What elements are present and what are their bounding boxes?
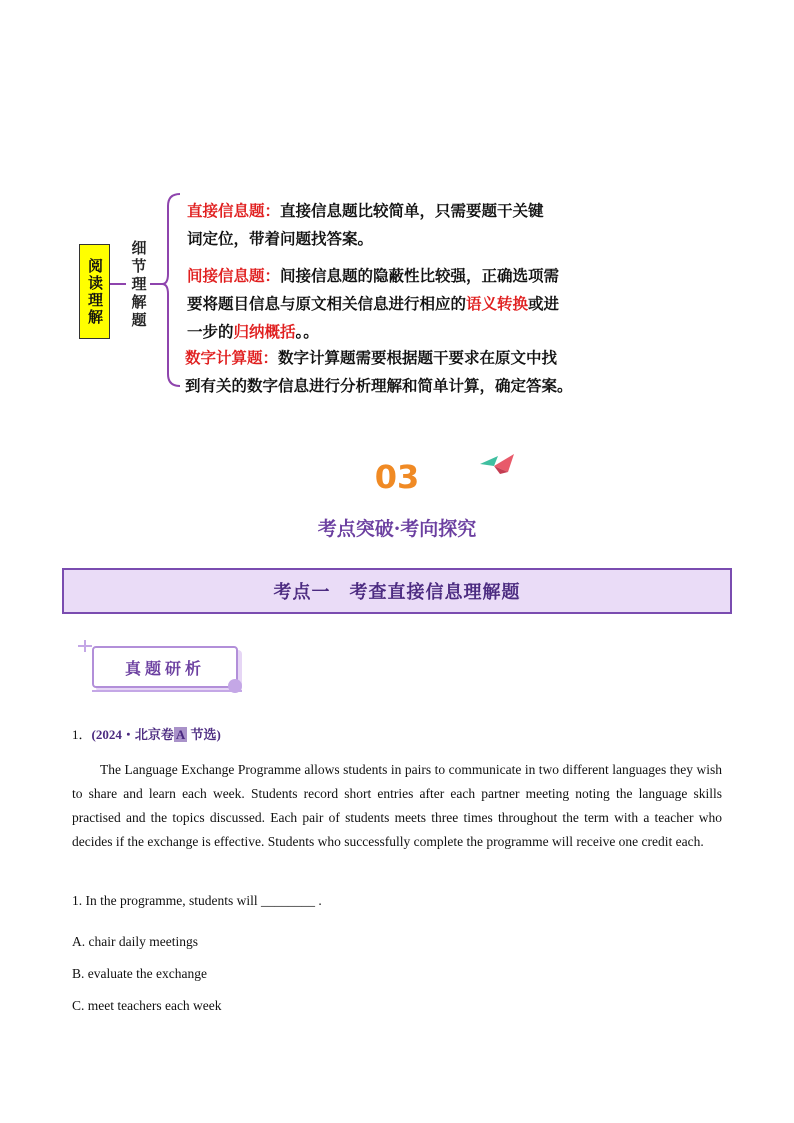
reading-passage: The Language Exchange Programme allows students in pairs to communicate in two different languages they wish to share and learn each week. Students record short entries after each partner meeting noting the language skills practised and the topics discussed. Each pair of students meets three times throughout the term with a teacher who decides if the exchange is effective. Students who successfully complete the programme will receive one credit each. <box>72 762 722 849</box>
leaf-key: 数字计算题： <box>185 349 279 367</box>
leaf-text: 数字计算题需要根据题干要求在原文中找 <box>278 349 558 367</box>
tag-dot <box>228 679 242 693</box>
leaf-text: 词定位，带着问题找答案。 <box>187 230 374 248</box>
question-source-end: 节选) <box>187 727 221 742</box>
connector-line <box>110 283 126 285</box>
leaf-text: 间接信息题的隐蔽性比较强，正确选项需 <box>280 267 560 285</box>
option-c: C. meet teachers each week <box>72 998 222 1013</box>
brace-icon <box>162 190 184 390</box>
section-title: 考点突破·考向探究 <box>317 518 477 540</box>
option-b: B. evaluate the exchange <box>72 966 207 981</box>
leaf-text: 。。 <box>295 323 319 341</box>
question-number: 1． <box>72 727 92 742</box>
leaf-highlight: 归纳概括 <box>233 323 296 341</box>
question-source: (2024・北京卷 <box>91 727 174 742</box>
mindmap-branch-label: 细节理解题 <box>129 240 148 330</box>
leaf-text: 直接信息题比较简单，只需要题干关键 <box>280 202 544 220</box>
question-header <box>72 724 221 743</box>
question-stem: 1. In the programme, students will ________ . <box>72 893 322 908</box>
tag-decoration <box>92 690 242 692</box>
paper-plane-icon <box>478 452 516 476</box>
option-a: A. chair daily meetings <box>72 934 198 949</box>
question-source-mark: A <box>175 727 186 742</box>
leaf-text: 到有关的数字信息进行分析理解和简单计算，确定答案。 <box>185 377 573 395</box>
leaf-numeric-calc <box>185 344 573 400</box>
section-tag: 真题研析 <box>92 646 238 688</box>
tag-decoration <box>78 645 92 647</box>
leaf-direct-info <box>187 197 544 253</box>
leaf-indirect-info <box>187 262 559 346</box>
mindmap <box>0 0 794 420</box>
mindmap-branch <box>126 232 150 338</box>
leaf-text: 要将题目信息与原文相关信息进行相应的 <box>187 295 467 313</box>
leaf-key: 间接信息题： <box>187 267 281 285</box>
leaf-highlight: 语义转换 <box>466 295 529 313</box>
leaf-key: 直接信息题： <box>187 202 281 220</box>
mindmap-root <box>79 244 110 339</box>
section-number: 03 <box>374 458 420 496</box>
leaf-text: 或进 <box>528 295 560 313</box>
leaf-text: 一步的 <box>187 323 234 341</box>
mindmap-root-label: 阅读理解 <box>86 257 104 326</box>
topic-banner: 考点一 考查直接信息理解题 <box>62 568 732 614</box>
